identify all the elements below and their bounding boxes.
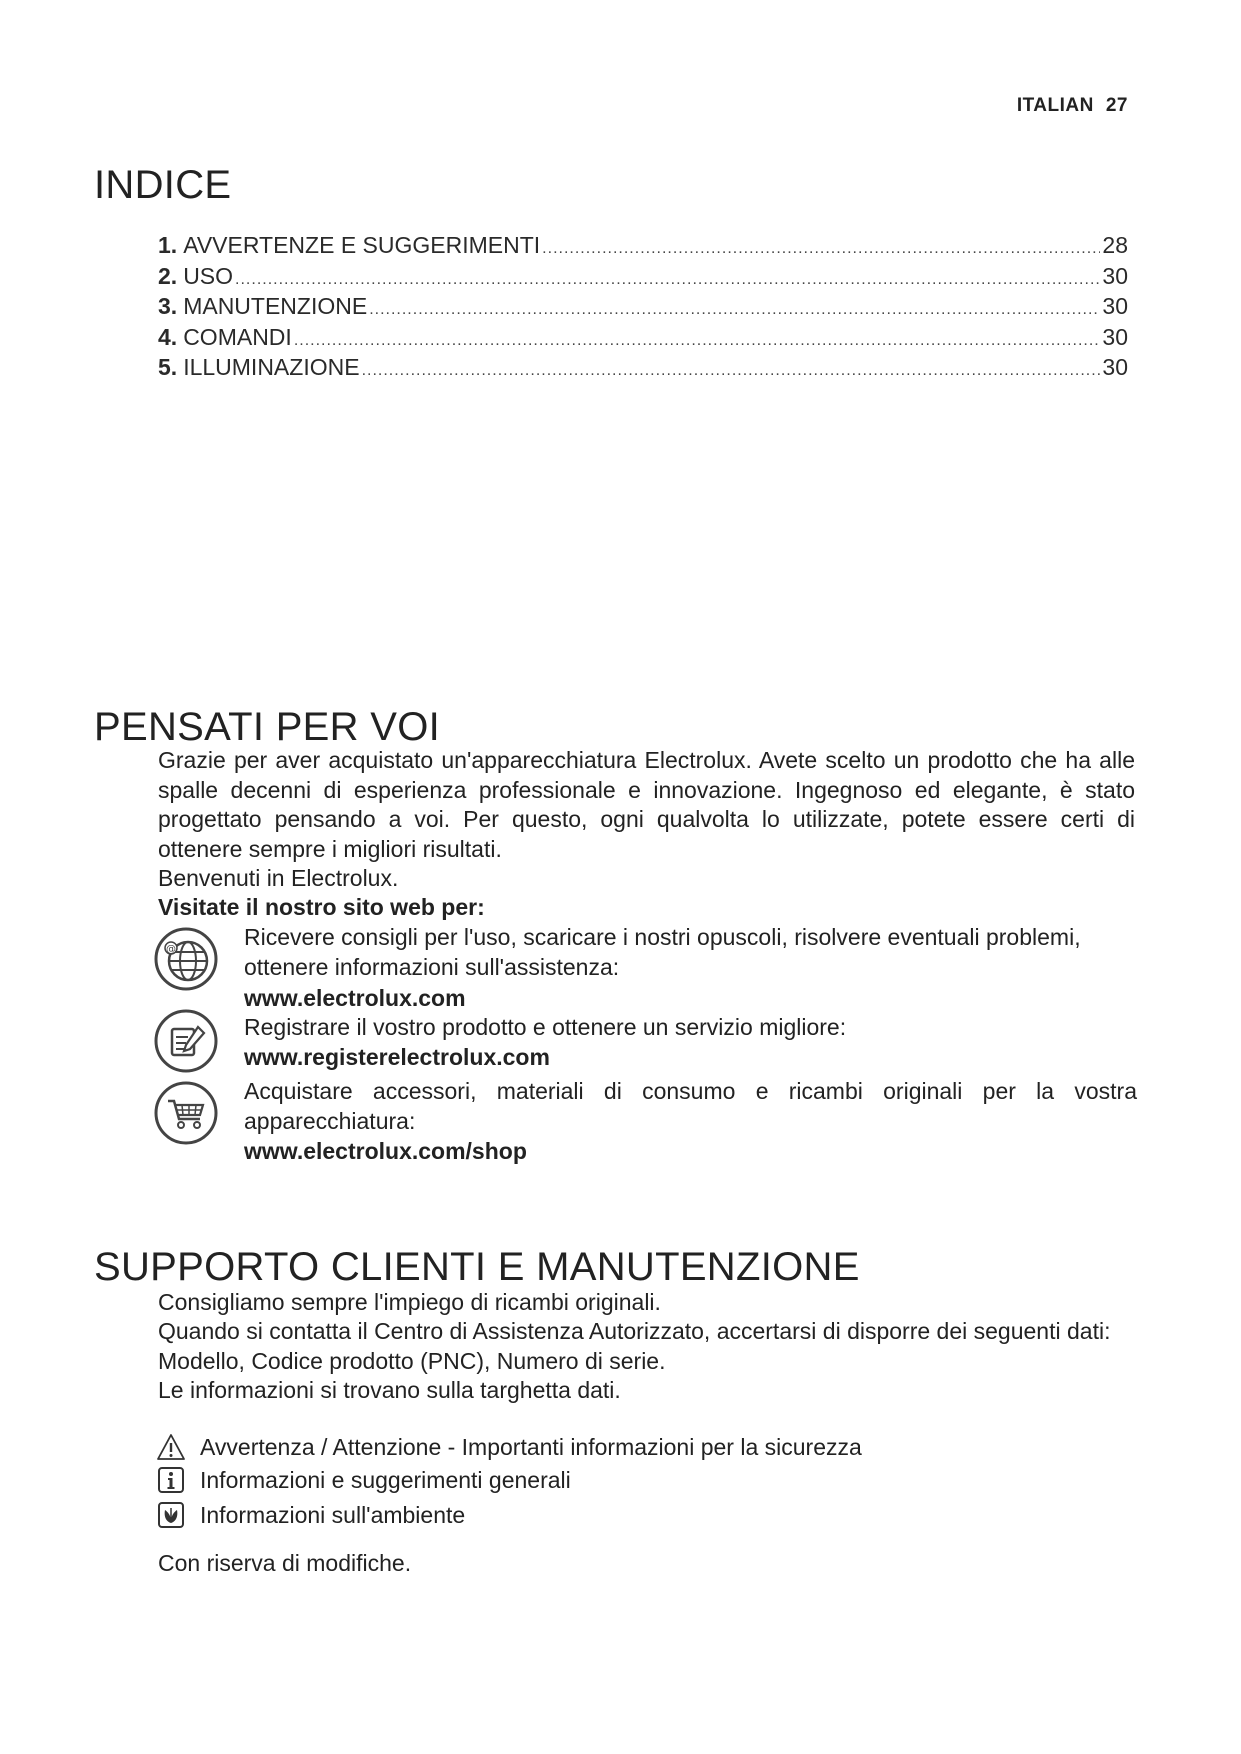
toc-entry-label: COMANDI	[183, 323, 292, 350]
legend-item	[156, 1432, 862, 1462]
legend-item	[156, 1500, 465, 1530]
visit-heading: Visitate il nostro sito web per:	[158, 894, 485, 920]
web-item-text: Acquistare accessori, materiali di consumo e ricambi originali per la vostra apparecchiatura:	[244, 1078, 1137, 1134]
toc-leader-dots	[542, 240, 1100, 258]
pensati-title: PENSATI PER VOI	[94, 705, 441, 749]
toc-entry-page: 30	[1102, 262, 1128, 289]
toc-entry-label: ILLUMINAZIONE	[183, 354, 360, 380]
table-of-contents	[158, 232, 1128, 385]
toc-leader-dots	[369, 301, 1100, 319]
register-link[interactable]: www.registerelectrolux.com	[244, 1044, 550, 1070]
toc-entry-number: 4.	[158, 323, 178, 350]
globe-icon	[154, 927, 218, 991]
footer-note: Con riserva di modifiche.	[158, 1550, 412, 1576]
toc-entry[interactable]	[158, 293, 1128, 324]
toc-entry-number: 3.	[158, 293, 178, 319]
toc-entry[interactable]	[158, 263, 1128, 294]
toc-entry-page: 30	[1102, 323, 1128, 350]
web-item-text: Ricevere consigli per l'uso, scaricare i nostri opuscoli, risolvere eventuali problemi, ottenere informazioni sull'assistenza:	[244, 924, 1081, 980]
supporto-line-1: Consigliamo sempre l'impiego di ricambi originali.	[158, 1289, 661, 1315]
toc-entry-label: MANUTENZIONE	[183, 293, 368, 319]
shop-link[interactable]: www.electrolux.com/shop	[244, 1138, 527, 1164]
toc-entry-number: 2.	[158, 262, 178, 289]
register-icon	[154, 1009, 218, 1073]
toc-entry-label: USO	[183, 262, 234, 289]
header-language: ITALIAN	[1016, 95, 1094, 116]
legend-item	[156, 1465, 571, 1495]
web-item-text-block	[244, 1076, 1137, 1166]
toc-entry-page: 28	[1102, 232, 1128, 258]
toc-entry-page: 30	[1102, 293, 1128, 319]
environment-icon	[156, 1500, 186, 1530]
electrolux-link[interactable]: www.electrolux.com	[244, 985, 466, 1011]
legend-text: Avvertenza / Attenzione - Importanti informazioni per la sicurezza	[200, 1433, 862, 1460]
toc-leader-dots	[294, 332, 1101, 350]
warning-triangle-icon	[156, 1432, 186, 1462]
toc-entry-label: AVVERTENZE E SUGGERIMENTI	[183, 232, 541, 258]
pensati-welcome: Benvenuti in Electrolux.	[158, 865, 399, 891]
toc-entry-number: 5.	[158, 354, 178, 380]
toc-leader-dots	[362, 362, 1101, 380]
page-header	[1017, 95, 1128, 117]
pensati-intro: Grazie per aver acquistato un'apparecchiatura Electrolux. Avete scelto un prodotto che ha alle spalle decenni di esperienza professionale e innovazione. Ingegnoso ed elegante, è stato progettato pensando a voi. Per questo, ogni qualvolta lo utilizzate, potete essere certi di ottenere sempre i migliori risultati.	[158, 747, 1135, 862]
legend-text: Informazioni sull'ambiente	[200, 1501, 466, 1528]
header-page-number: 27	[1105, 95, 1128, 116]
toc-leader-dots	[235, 271, 1100, 289]
legend-text: Informazioni e suggerimenti generali	[200, 1466, 571, 1493]
supporto-line-3: Le informazioni si trovano sulla targhetta dati.	[158, 1377, 621, 1403]
toc-entry[interactable]	[158, 354, 1128, 385]
toc-entry-number: 1.	[158, 232, 178, 258]
supporto-title: SUPPORTO CLIENTI E MANUTENZIONE	[94, 1245, 860, 1289]
toc-entry[interactable]	[158, 324, 1128, 355]
svg-text:@: @	[166, 944, 176, 955]
supporto-line-2: Quando si contatta il Centro di Assistenza Autorizzato, accertarsi di disporre dei seguenti dati: Modello, Codice prodotto (PNC), Numero di serie.	[158, 1318, 1111, 1374]
info-icon	[156, 1465, 186, 1495]
toc-entry-page: 30	[1102, 354, 1128, 380]
index-title: INDICE	[94, 163, 232, 207]
shopping-cart-icon	[154, 1081, 218, 1145]
web-item-text: Registrare il vostro prodotto e ottenere un servizio migliore:	[244, 1014, 847, 1040]
toc-entry[interactable]	[158, 232, 1128, 263]
web-item-text-block	[244, 1012, 1137, 1072]
web-item-text-block	[244, 922, 1137, 1013]
